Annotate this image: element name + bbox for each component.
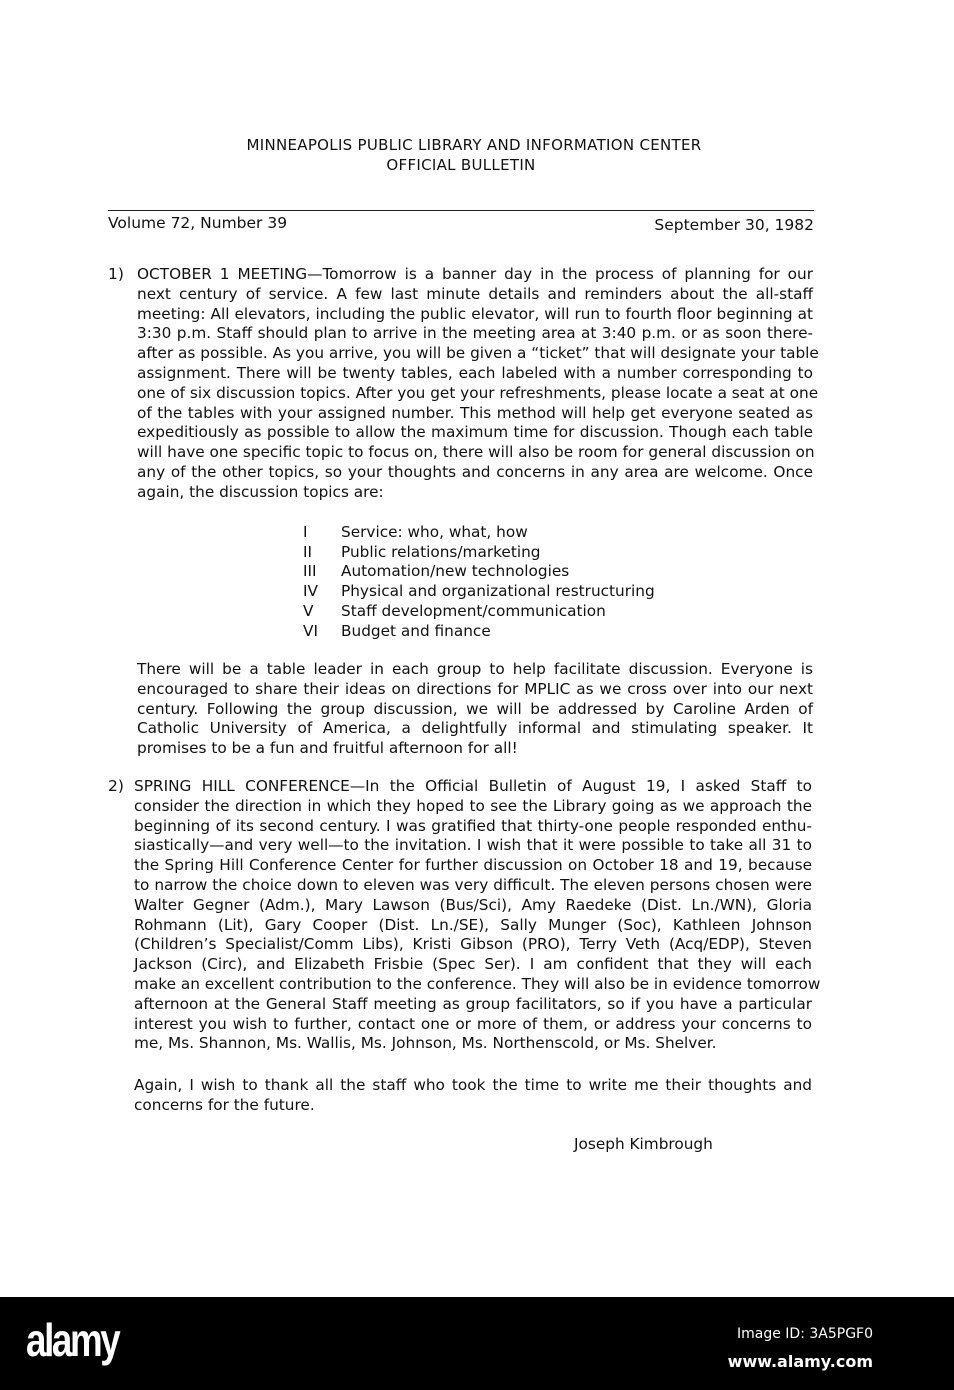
topic-text: Service: who, what, how [341, 523, 528, 541]
topic-numeral: V [303, 601, 314, 620]
topic-item [303, 602, 655, 622]
text-line: any of the other topics, so your thoughts and concerns in any area are welcome. Once [137, 462, 813, 481]
watermark-banner [0, 1297, 954, 1390]
topic-text: Public relations/marketing [341, 542, 541, 561]
item-number-2: 2) [108, 777, 124, 795]
text-line: Again, I wish to thank all the staff who took the time to write me their thoughts and [134, 1076, 812, 1094]
text-line: SPRING HILL CONFERENCE—In the Official Bulletin of August 19, I asked Staff to [134, 777, 812, 795]
text-line: me, Ms. Shannon, Ms. Wallis, Ms. Johnson, Ms. Northenscold, or Ms. Shelver. [134, 1034, 717, 1053]
signature: Joseph Kimbrough [574, 1135, 713, 1153]
topic-numeral: III [303, 562, 317, 581]
text-line: (Children’s Specialist/Comm Libs), Kristi Gibson (PRO), Terry Veth (Acq/EDP), Steven [134, 935, 812, 954]
text-line: Rohmann (Lit), Gary Cooper (Dist. Ln./SE), Sally Munger (Soc), Kathleen Johnson [134, 915, 812, 934]
text-line: again, the discussion topics are: [137, 482, 384, 501]
text-line: beginning of its second century. I was gratified that thirty-one people responded enthu- [134, 816, 812, 835]
topic-numeral: VI [303, 621, 318, 640]
text-line: consider the direction in which they hoped to see the Library going as we approach the [134, 796, 812, 815]
text-line: Catholic University of America, a delightfully informal and stimulating speaker. It [137, 719, 813, 738]
text-line: 3:30 p.m. Staff should plan to arrive in the meeting area at 3:40 p.m. or as soon there- [137, 324, 813, 343]
topic-text: Staff development/communication [341, 601, 606, 620]
topic-text: Automation/new technologies [341, 562, 570, 581]
bulletin-subtitle: OFFICIAL BULLETIN [386, 156, 536, 174]
text-line: promises to be a fun and fruitful afternoon for all! [137, 739, 518, 758]
item1-paragraph [137, 265, 819, 503]
text-line: make an excellent contribution to the conference. They will also be in evidence tomorrow [134, 974, 821, 993]
topic-numeral: I [303, 523, 308, 541]
item1-closing-paragraph [137, 660, 813, 759]
text-line: There will be a table leader in each group to help facilitate discussion. Everyone is [137, 660, 813, 678]
text-line: concerns for the future. [134, 1095, 315, 1114]
text-line: Walter Gegner (Adm.), Mary Lawson (Bus/Sci), Amy Raedeke (Dist. Ln./WN), Gloria [134, 895, 812, 914]
topic-text: Physical and organizational restructuring [341, 582, 655, 601]
item2-closing-paragraph [134, 1076, 812, 1116]
text-line: expeditiously as possible to allow the maximum time for discussion. Though each table [137, 423, 813, 442]
topic-item [303, 622, 655, 642]
text-line: assignment. There will be twenty tables, each labeled with a number corresponding to [137, 363, 813, 382]
item2-paragraph [134, 777, 821, 1054]
alamy-logo: alamy [26, 1314, 119, 1366]
item-number-1: 1) [108, 265, 124, 283]
bulletin-title: MINNEAPOLIS PUBLIC LIBRARY AND INFORMATION CENTER [246, 136, 702, 154]
text-line: one of six discussion topics. After you get your refreshments, please locate a seat at one [137, 383, 819, 402]
topic-numeral: II [303, 542, 313, 561]
text-line: interest you wish to further, contact one or more of them, or address your concerns to [134, 1014, 812, 1033]
text-line: afternoon at the General Staff meeting as group facilitators, so if you have a particular [134, 994, 812, 1013]
text-line: to narrow the choice down to eleven was very difficult. The eleven persons chosen were [134, 875, 812, 894]
site-url: www.alamy.com [727, 1352, 873, 1371]
text-line: Jackson (Circ), and Elizabeth Frisbie (Spec Ser). I am confident that they will each [134, 955, 812, 974]
topic-numeral: IV [303, 582, 318, 601]
topic-item [303, 543, 655, 563]
text-line: OCTOBER 1 MEETING—Tomorrow is a banner day in the process of planning for our [137, 265, 813, 283]
topic-item [303, 523, 655, 543]
header-rule [108, 210, 814, 211]
text-line: will have one specific topic to focus on, there will also be room for general discussion on [137, 443, 815, 462]
text-line: meeting: All elevators, including the public elevator, will run to fourth floor beginning at [137, 304, 813, 323]
discussion-topics-list [303, 523, 655, 641]
issue-date: September 30, 1982 [654, 216, 814, 234]
volume-number: Volume 72, Number 39 [108, 214, 288, 232]
text-line: next century of service. A few last minute details and reminders about the all-staff [137, 284, 813, 303]
text-line: encouraged to share their ideas on directions for MPLIC as we cross over into our next [137, 679, 813, 698]
topic-text: Budget and finance [341, 621, 491, 640]
text-line: of the tables with your assigned number. This method will help get everyone seated as [137, 403, 813, 422]
text-line: siastically—and very well—to the invitation. I wish that it were possible to take all 31 to [134, 836, 812, 855]
image-id: Image ID: 3A5PGF0 [736, 1326, 873, 1342]
text-line: after as possible. As you arrive, you will be given a “ticket” that will designate your table [137, 344, 819, 363]
text-line: the Spring Hill Conference Center for further discussion on October 18 and 19, because [134, 856, 812, 875]
topic-item [303, 562, 655, 582]
text-line: century. Following the group discussion, we will be addressed by Caroline Arden of [137, 699, 813, 718]
topic-item [303, 582, 655, 602]
